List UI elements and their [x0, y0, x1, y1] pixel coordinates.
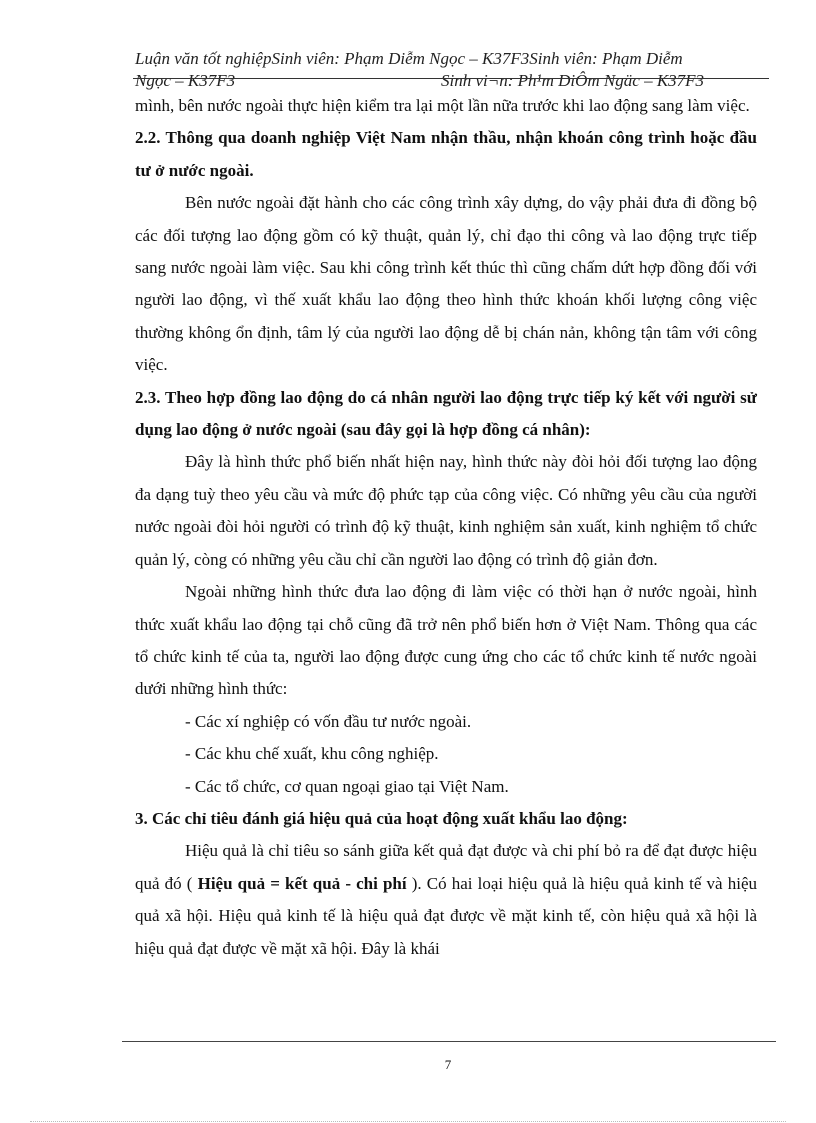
- paragraph-2-3-b: Ngoài những hình thức đưa lao động đi làm việc có thời hạn ở nước ngoài, hình thức xuất khẩu lao động tại chỗ cũng đã trở nên phổ biến hơn ở Việt Nam. Thông qua các tổ chức kinh tế của ta, người lao động được cung ứng cho các tổ chức kinh tế nước ngoài dưới những hình thức:: [135, 582, 757, 699]
- formula-bold: Hiệu quả = kết quả - chi phí: [197, 873, 407, 893]
- paragraph-2-2: Bên nước ngoài đặt hành cho các công trình xây dựng, do vậy phải đưa đi đồng bộ các đối tượng lao động gồm có kỹ thuật, quản lý, chỉ đạo thi công và lao động trực tiếp sang nước ngoài làm việc. Sau khi công trình kết thúc thì cũng chấm dứt hợp đồng đối với người lao động, vì thế xuất khẩu lao động theo hình thức khoán khối lượng công việc thường không ổn định, tâm lý của người lao động dễ bị chán nản, không tận tâm với công việc.: [135, 193, 757, 375]
- page-number: 7: [444, 1057, 452, 1072]
- list-item: - Các tổ chức, cơ quan ngoại giao tại Việt Nam.: [185, 776, 509, 796]
- list-item: - Các xí nghiệp có vốn đầu tư nước ngoài.: [185, 711, 472, 731]
- document-body: [135, 90, 757, 965]
- header-line-2-right: Sinh vi¬n: Ph¹m DiÔm Ngäc – K37F3: [441, 71, 705, 90]
- heading-2-3: 2.3. Theo hợp đồng lao động do cá nhân người lao động trực tiếp ký kết với người sử dụng lao động ở nước ngoài (sau đây gọi là hợp đồng cá nhân):: [135, 387, 757, 440]
- heading-3: 3. Các chỉ tiêu đánh giá hiệu quả của hoạt động xuất khẩu lao động:: [135, 808, 628, 828]
- header-line-2: [135, 70, 765, 92]
- page-break-line: [30, 1121, 786, 1122]
- paragraph-3-text-b: ). Có hai loại hiệu quả là hiệu quả kinh tế và hiệu quả xã hội. Hiệu quả kinh tế là hiệu quả đạt được về mặt kinh tế, còn hiệu quả xã hội là hiệu quả đạt được về mặt xã hội. Đây là khái: [135, 873, 757, 958]
- header-divider: [133, 78, 769, 79]
- paragraph-3-text-a: Hiệu quả là chỉ tiêu so sánh giữa kết quả đạt được và chi phí bỏ ra để đạt được hiệu quả đó (: [135, 841, 757, 893]
- header-line-1: Luận văn tốt nghiệpSinh viên: Phạm Diễm Ngọc – K37F3Sinh viên: Phạm Diễm: [135, 49, 683, 68]
- header-line-2-left: Ngọc – K37F3: [135, 71, 236, 90]
- paragraph-continuation: mình, bên nước ngoài thực hiện kiểm tra lại một lần nữa trước khi lao động sang làm việc.: [135, 96, 750, 115]
- heading-2-2: 2.2. Thông qua doanh nghiệp Việt Nam nhận thầu, nhận khoán công trình hoặc đầu tư ở nước ngoài.: [135, 128, 757, 180]
- page-header: [135, 48, 765, 92]
- footer-divider: [122, 1041, 776, 1042]
- list-item: - Các khu chế xuất, khu công nghiệp.: [185, 744, 439, 764]
- paragraph-2-3-a: Đây là hình thức phổ biến nhất hiện nay, hình thức này đòi hỏi đối tượng lao động đa dạng tuỳ theo yêu cầu và mức độ phức tạp của công việc. Có những yêu cầu của người nước ngoài đòi hỏi người có trình độ kỹ thuật, kinh nghiệm sản xuất, kinh nghiệm tổ chức quản lý, còng có những yêu cầu chỉ cần người lao động có trình độ giản đơn.: [135, 452, 757, 569]
- paragraph-3: [135, 835, 757, 965]
